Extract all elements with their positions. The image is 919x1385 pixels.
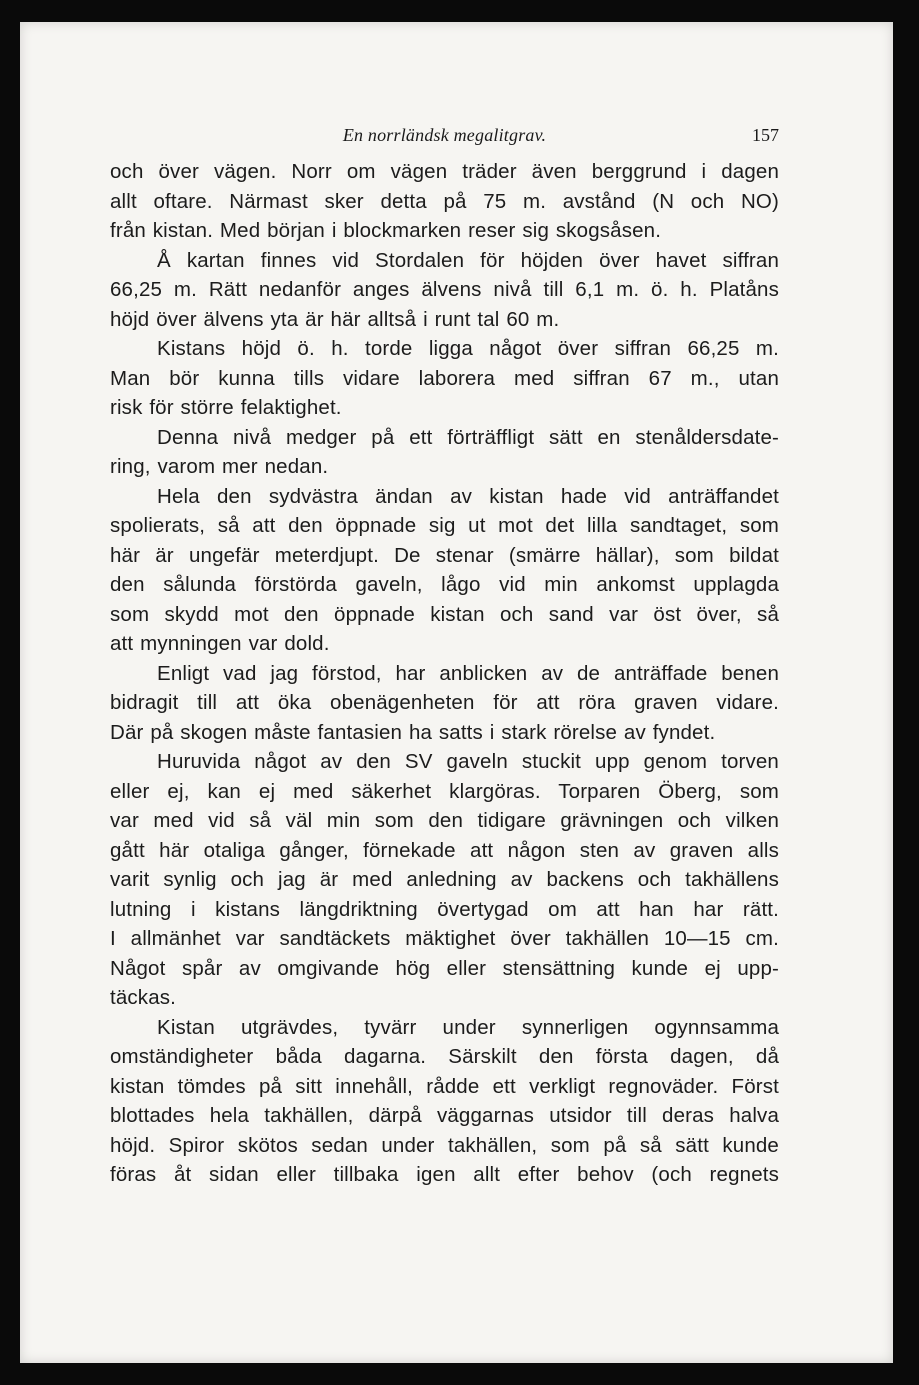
text-line: och över vägen. Norr om vägen träder även berggrund i dagen (110, 160, 779, 183)
text-line: ring, varom mer nedan. (110, 455, 329, 478)
text-line: lutning i kistans längdriktning övertygad om att han har rätt. (110, 897, 779, 921)
text-line: varit synlig och jag är med anledning av backens och takhällens (110, 868, 779, 891)
text-line: risk för större felaktighet. (110, 396, 342, 419)
text-line: den sålunda förstörda gaveln, lågo vid min ankomst upplagda (110, 573, 779, 596)
text-line: blottades hela takhällen, därpå väggarnas utsidor till deras halva (110, 1104, 779, 1127)
text-line: föras åt sidan eller tillbaka igen allt efter behov (och regnets (110, 1163, 779, 1186)
text-line: Man bör kunna tills vidare laborera med siffran 67 m., utan (110, 366, 779, 390)
text-line: 66,25 m. Rätt nedanför anges älvens nivå till 6,1 m. ö. h. Platåns (110, 278, 779, 301)
text-line: Kistan utgrävdes, tyvärr under synnerligen ogynnsamma (157, 1015, 779, 1039)
text-line: Kistans höjd ö. h. torde ligga något över siffran 66,25 m. (157, 337, 779, 360)
text-line: som skydd mot den öppnade kistan och sand var öst över, så (110, 602, 779, 626)
text-line: omständigheter båda dagarna. Särskilt den första dagen, då (110, 1045, 779, 1068)
text-line: Något spår av omgivande hög eller stensättning kunde ej upp- (110, 956, 779, 980)
text-line: gått här otaliga gånger, förnekade att någon sten av graven alls (110, 838, 779, 862)
text-line: var med vid så väl min som den tidigare grävningen och vilken (110, 809, 779, 832)
text-line: här är ungefär meterdjupt. De stenar (smärre hällar), som bildat (110, 543, 779, 567)
text-line: kistan tömdes på sitt innehåll, rådde ett verkligt regnoväder. Först (110, 1074, 779, 1098)
text-line: eller ej, kan ej med säkerhet klargöras. Torparen Öberg, som (110, 779, 779, 803)
page-header (110, 125, 779, 151)
text-line: att mynningen var dold. (110, 632, 330, 655)
text-line: spolierats, så att den öppnade sig ut mot det lilla sandtaget, som (110, 514, 779, 537)
page-number: 157 (752, 125, 779, 145)
text-line: Hela den sydvästra ändan av kistan hade vid anträffandet (157, 484, 779, 508)
text-line: höjd. Spiror skötos sedan under takhällen, som på så sätt kunde (110, 1133, 779, 1157)
text-line: från kistan. Med början i blockmarken reser sig skogsåsen. (110, 219, 662, 242)
book-page (20, 22, 893, 1363)
text-line: Där på skogen måste fantasien ha satts i stark rörelse av fyndet. (110, 720, 716, 744)
text-line: allt oftare. Närmast sker detta på 75 m. avstånd (N och NO) (110, 189, 779, 213)
running-title: En norrländsk megalitgrav. (342, 125, 547, 145)
text-line: Å kartan finnes vid Stordalen för höjden över havet siffran (157, 248, 779, 272)
text-line: Huruvida något av den SV gaveln stuckit upp genom torven (157, 750, 779, 773)
text-line: I allmänhet var sandtäckets mäktighet över takhällen 10—15 cm. (110, 927, 779, 950)
body-text (110, 157, 779, 1190)
text-line: Enligt vad jag förstod, har anblicken av de anträffade benen (157, 661, 779, 685)
text-line: täckas. (110, 986, 176, 1009)
text-line: höjd över älvens yta är här alltså i runt tal 60 m. (110, 307, 560, 331)
text-line: Denna nivå medger på ett förträffligt sätt en stenåldersdate- (157, 425, 779, 449)
text-line: bidragit till att öka obenägenheten för att röra graven vidare. (110, 691, 779, 714)
